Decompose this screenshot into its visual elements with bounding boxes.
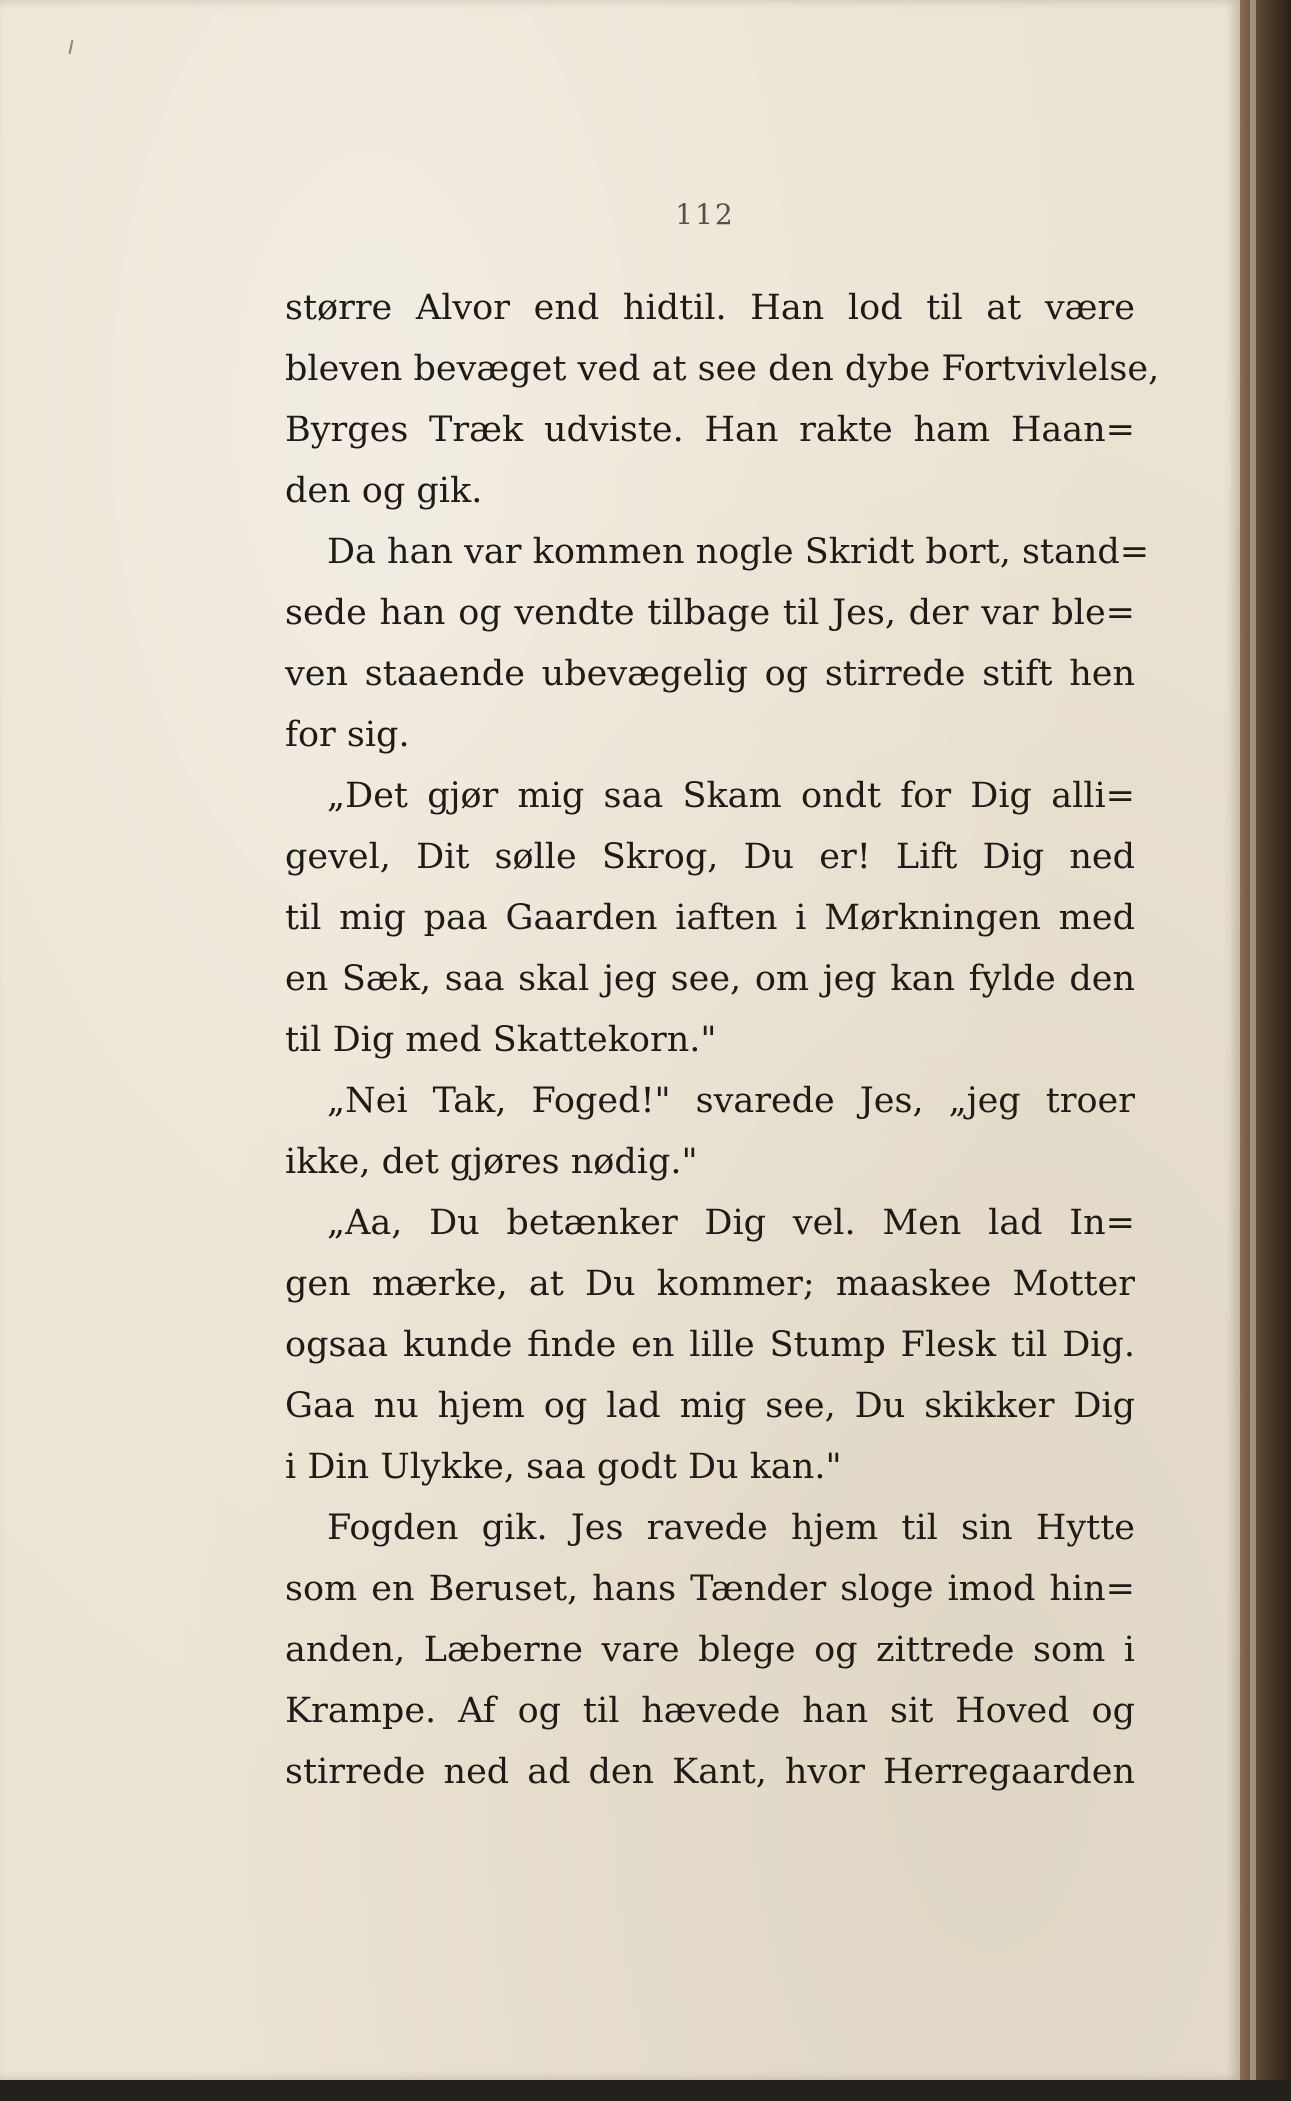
text-line: en Sæk, saa skal jeg see, om jeg kan fylde den (285, 959, 1135, 999)
text-line: Krampe. Af og til hævede han sit Hoved og (285, 1691, 1135, 1731)
bottom-edge (0, 2080, 1291, 2101)
text-line: gevel, Dit sølle Skrog, Du er! Lift Dig ned (285, 837, 1135, 877)
text-line: som en Beruset, hans Tænder sloge imod hin= (285, 1569, 1135, 1609)
page-number: 112 (675, 198, 735, 231)
text-line: for sig. (285, 715, 410, 755)
page-edge (1250, 0, 1256, 2101)
text-line: stirrede ned ad den Kant, hvor Herregaarden (285, 1752, 1135, 1792)
text-line: gen mærke, at Du kommer; maaskee Motter (285, 1264, 1135, 1304)
text-line: Da han var kommen nogle Skridt bort, stand= (327, 532, 1150, 572)
text-line: anden, Læberne vare blege og zittrede som i (285, 1630, 1135, 1670)
stray-pencil-mark (69, 40, 74, 54)
text-line: ven staaende ubevægelig og stirrede stift hen (285, 654, 1135, 694)
text-line: til Dig med Skattekorn." (285, 1020, 717, 1060)
text-line: i Din Ulykke, saa godt Du kan." (285, 1447, 842, 1487)
text-line: Byrges Træk udviste. Han rakte ham Haan= (285, 410, 1135, 450)
text-line: ogsaa kunde finde en lille Stump Flesk til Dig. (285, 1325, 1135, 1365)
text-line: „Aa, Du betænker Dig vel. Men lad In= (327, 1203, 1135, 1243)
text-line: „Det gjør mig saa Skam ondt for Dig alli= (327, 776, 1135, 816)
text-line: den og gik. (285, 471, 483, 511)
text-line: ikke, det gjøres nødig." (285, 1142, 698, 1182)
text-line: sede han og vendte tilbage til Jes, der var ble= (285, 593, 1135, 633)
book-spine (1240, 0, 1291, 2101)
text-line: „Nei Tak, Foged!" svarede Jes, „jeg troer (327, 1081, 1135, 1121)
text-line: til mig paa Gaarden iaften i Mørkningen med (285, 898, 1135, 938)
text-line: større Alvor end hidtil. Han lod til at være (285, 288, 1135, 328)
text-line: bleven bevæget ved at see den dybe Fortvivlelse, (285, 349, 1160, 389)
text-line: Gaa nu hjem og lad mig see, Du skikker Dig (285, 1386, 1135, 1426)
text-line: Fogden gik. Jes ravede hjem til sin Hytte (327, 1508, 1135, 1548)
body-text (285, 278, 1160, 1803)
